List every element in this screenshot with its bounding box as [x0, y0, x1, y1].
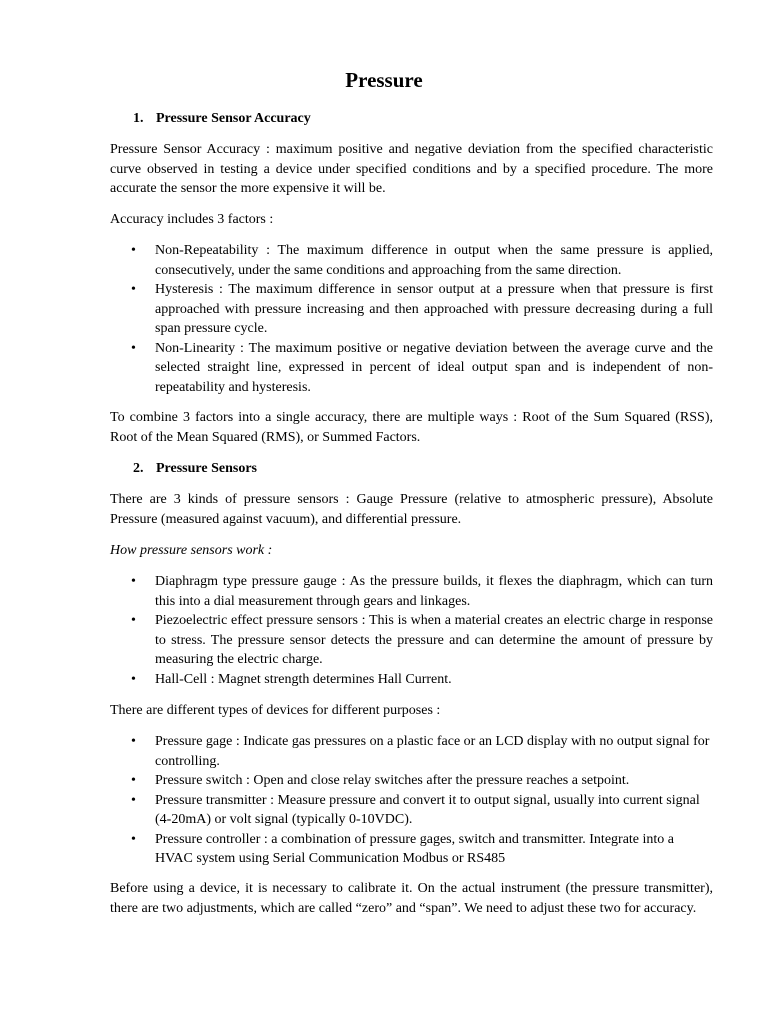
section-2-title: Pressure Sensors [156, 461, 257, 476]
combine-factors-text: To combine 3 factors into a single accuracy, there are multiple ways : Root of the Sum Squared (RSS), Root of the Mean Squared (RMS), or Summed Factors. [110, 410, 713, 445]
section-1-title: Pressure Sensor Accuracy [156, 111, 311, 126]
list-item: • Hall-Cell : Magnet strength determines Hall Current. [110, 670, 713, 690]
list-item: • Piezoelectric effect pressure sensors : This is when a material creates an electric charge in response to stress. The pressure sensor detects the pressure and can determine the amount of pressure by measuring the electric charge. [110, 611, 713, 670]
calibration-text: Before using a device, it is necessary to calibrate it. On the actual instrument (the pressure transmitter), there are two adjustments, which are called “zero” and “span”. We need to adjust these two for accuracy. [110, 881, 713, 916]
factors-intro: Accuracy includes 3 factors : [110, 212, 274, 227]
list-item: • Non-Linearity : The maximum positive or negative deviation between the average curve and the selected straight line, expressed in percent of ideal output span and is independent of non-repeatability and hysteresis. [110, 339, 713, 398]
list-item: • Non-Repeatability : The maximum difference in output when the same pressure is applied, consecutively, under the same conditions and approaching from the same direction. [110, 241, 713, 280]
section-1-number: 1. [133, 111, 144, 126]
list-item: • Hysteresis : The maximum difference in sensor output at a pressure when that pressure is first approached with pressure increasing and then approached with pressure decreasing during a full span pressure cycle. [110, 280, 713, 339]
section-2-number: 2. [133, 461, 144, 476]
how-sensors-work-heading: How pressure sensors work : [110, 543, 273, 558]
list-item: • Pressure gage : Indicate gas pressures on a plastic face or an LCD display with no output signal for controlling. [110, 732, 713, 771]
factors-list [110, 241, 713, 397]
list-item: • Pressure transmitter : Measure pressure and convert it to output signal, usually into current signal (4-20mA) or volt signal (typically 0-10VDC). [110, 791, 713, 830]
accuracy-definition: Pressure Sensor Accuracy : maximum positive and negative deviation from the specified characteristic curve observed in testing a device under specified conditions and by a specified procedure. The more accurate the sensor the more expensive it will be. [110, 142, 713, 196]
devices-intro: There are different types of devices for different purposes : [110, 703, 441, 718]
section-2-heading [133, 459, 257, 479]
list-item: • Pressure switch : Open and close relay switches after the pressure reaches a setpoint. [110, 771, 713, 791]
page-title: Pressure [345, 68, 423, 92]
devices-list [110, 732, 713, 869]
list-item: • Pressure controller : a combination of pressure gages, switch and transmitter. Integrate into a HVAC system using Serial Communication Modbus or RS485 [110, 830, 713, 869]
section-1-heading [133, 109, 311, 129]
list-item: • Diaphragm type pressure gauge : As the pressure builds, it flexes the diaphragm, which can turn this into a dial measurement through gears and linkages. [110, 572, 713, 611]
how-sensors-work-list [110, 572, 713, 689]
sensor-kinds-text: There are 3 kinds of pressure sensors : Gauge Pressure (relative to atmospheric pressure), Absolute Pressure (measured against vacuum), and differential pressure. [110, 492, 713, 527]
